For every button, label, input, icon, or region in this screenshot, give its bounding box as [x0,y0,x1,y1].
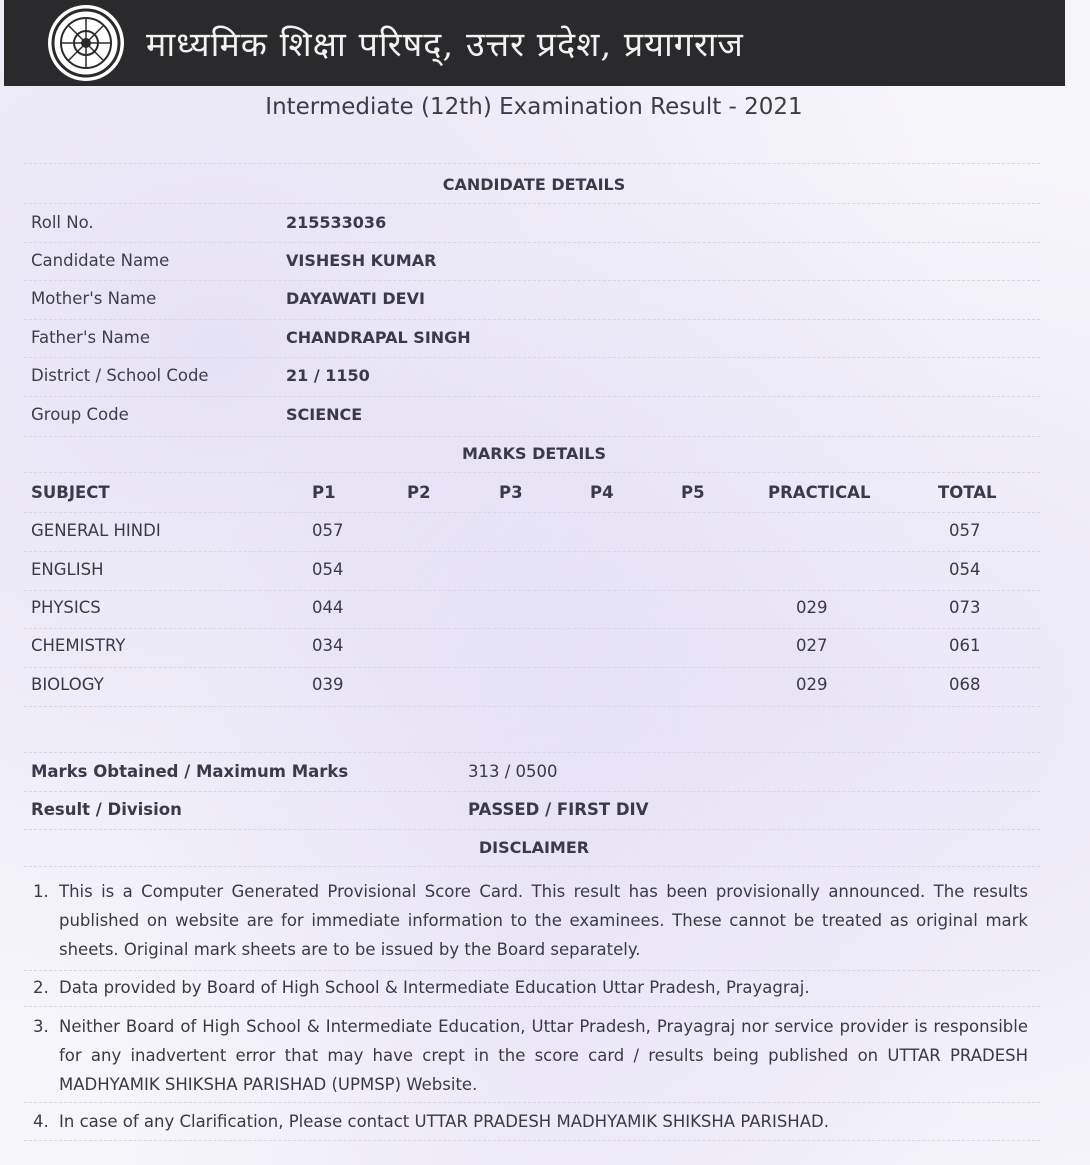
p1-cell: 054 [312,560,344,579]
table-row [0,666,1068,704]
divider [24,1140,1040,1141]
column-header: P5 [681,483,705,502]
subject-cell: GENERAL HINDI [31,521,161,540]
divider [24,472,1040,473]
candidate-row-father [0,319,1068,357]
field-label: Father's Name [31,328,151,347]
table-row [0,512,1068,550]
board-name: माध्यमिक शिक्षा परिषद्, उत्तर प्रदेश, प्रयागराज [146,25,744,65]
divider [24,970,1040,971]
candidate-row-name [0,242,1068,280]
disclaimer-item [28,973,1028,1002]
candidate-row-roll [0,204,1068,242]
disclaimer-item [28,1107,1028,1136]
candidate-row-group [0,396,1068,434]
marks-obtained-value: 313 / 0500 [468,762,558,781]
disclaimer-text: Data provided by Board of High School & Intermediate Education Uttar Pradesh, Prayagraj. [59,978,810,997]
upmsp-emblem-icon [48,5,124,81]
field-label: Mother's Name [31,289,157,308]
table-row [0,589,1068,627]
column-header: P3 [499,483,523,502]
divider [24,1006,1040,1007]
result-division-label: Result / Division [31,800,182,819]
table-row [0,627,1068,665]
total-cell: 061 [949,636,981,655]
marks-obtained-row [0,753,1068,791]
practical-cell: 029 [796,675,828,694]
column-header: PRACTICAL [768,483,871,502]
disclaimer-item [28,1012,1028,1099]
total-cell: 068 [949,675,981,694]
field-value: VISHESH KUMAR [286,251,437,270]
column-header: TOTAL [938,483,997,502]
p1-cell: 034 [312,636,344,655]
total-cell: 054 [949,560,981,579]
field-label: Group Code [31,405,129,424]
disclaimer-text: In case of any Clarification, Please contact UTTAR PRADESH MADHYAMIK SHIKSHA PARISHAD. [59,1112,829,1131]
field-label: Roll No. [31,213,94,232]
disclaimer-text: This is a Computer Generated Provisional Score Card. This result has been provisionally announced. The results published on website are for immediate information to the examinees. These cannot be treated as original mark sheets. Original mark sheets are to be issued by the Board separately. [59,882,1028,959]
candidate-row-district [0,357,1068,395]
disclaimer-number: 2. [33,978,49,997]
board-header [4,0,1065,86]
subject-cell: BIOLOGY [31,675,104,694]
divider [24,829,1040,830]
field-value: DAYAWATI DEVI [286,289,425,308]
subject-cell: PHYSICS [31,598,101,617]
disclaimer-text: Neither Board of High School & Intermediate Education, Uttar Pradesh, Prayagraj nor service provider is responsible for any inadvertent error that may have crept in the score card / results being published on UTTAR PRADESH MADHYAMIK SHIKSHA PARISHAD (UPMSP) Website. [59,1017,1028,1094]
field-value: SCIENCE [286,405,363,424]
field-label: Candidate Name [31,251,170,270]
disclaimer-number: 1. [33,882,49,901]
result-division-row [0,791,1068,829]
divider [24,706,1040,707]
column-header: SUBJECT [31,483,110,502]
disclaimer-number: 4. [33,1112,49,1131]
field-label: District / School Code [31,366,209,385]
p1-cell: 039 [312,675,344,694]
divider [24,436,1040,437]
disclaimer-heading: DISCLAIMER [478,838,590,857]
field-value: CHANDRAPAL SINGH [286,328,471,347]
p1-cell: 044 [312,598,344,617]
subject-cell: ENGLISH [31,560,104,579]
practical-cell: 029 [796,598,828,617]
total-cell: 057 [949,521,981,540]
candidate-row-mother [0,280,1068,318]
p1-cell: 057 [312,521,344,540]
practical-cell: 027 [796,636,828,655]
result-division-value: PASSED / FIRST DIV [468,800,649,819]
divider [24,866,1040,867]
marks-obtained-label: Marks Obtained / Maximum Marks [31,762,349,781]
total-cell: 073 [949,598,981,617]
marks-details-heading: MARKS DETAILS [461,444,607,463]
exam-title: Intermediate (12th) Examination Result - 2021 [265,94,803,120]
field-value: 215533036 [286,213,387,232]
field-value: 21 / 1150 [286,366,370,385]
column-header: P4 [590,483,614,502]
marks-table-header [0,474,1068,512]
disclaimer-number: 3. [33,1017,49,1036]
table-row [0,551,1068,589]
subject-cell: CHEMISTRY [31,636,126,655]
disclaimer-item [28,877,1028,964]
candidate-details-heading: CANDIDATE DETAILS [442,175,626,194]
divider [24,1102,1040,1103]
divider [24,163,1040,164]
column-header: P1 [312,483,336,502]
column-header: P2 [407,483,431,502]
